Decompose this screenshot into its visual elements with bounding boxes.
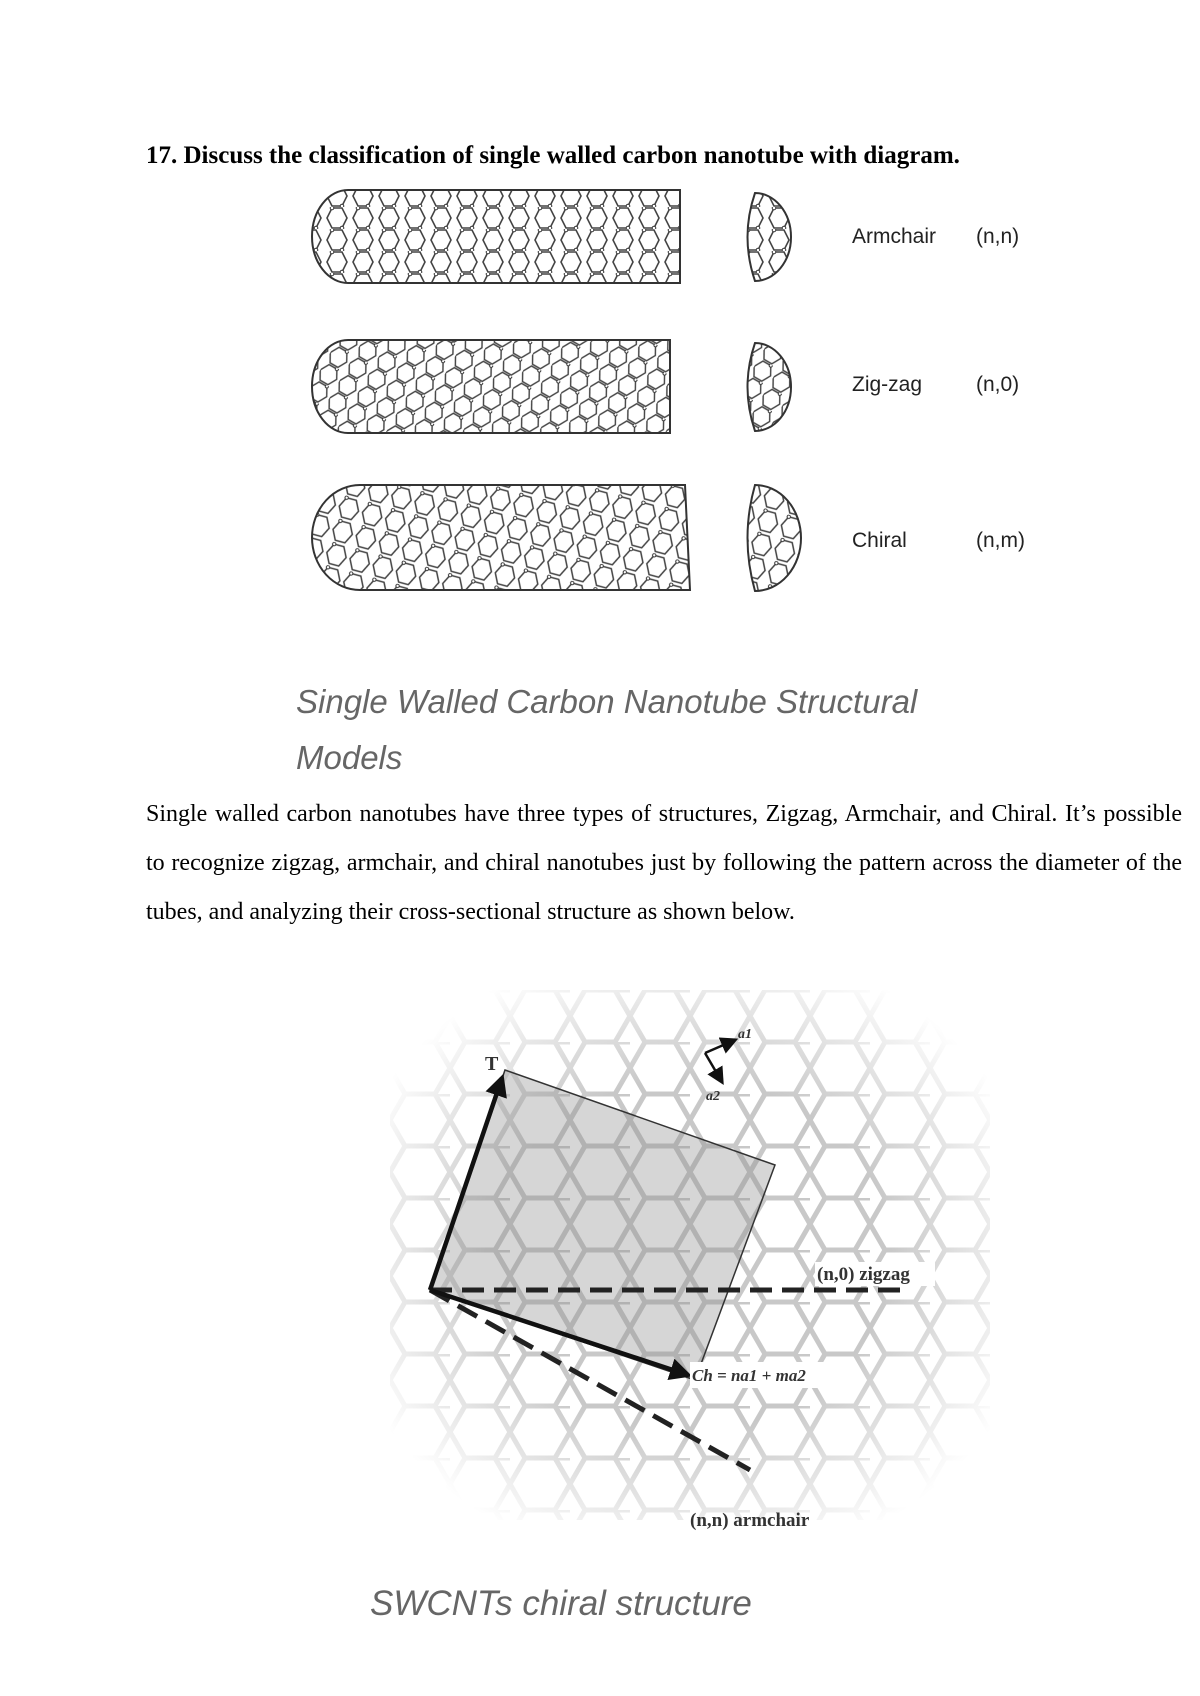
armchair-index-label: (n,n)	[976, 225, 1020, 248]
nanotube-models-figure	[300, 185, 1060, 635]
figure1-caption	[296, 674, 996, 786]
a2-label: a2	[706, 1089, 720, 1104]
figure1-caption-line2: Models	[296, 739, 403, 776]
ch-label: Ch = na1 + ma2	[692, 1366, 806, 1385]
chiral-type-label: Chiral	[852, 529, 907, 552]
armchair-label: (n,n) armchair	[690, 1510, 810, 1531]
armchair-tube	[312, 190, 791, 283]
zigzag-index-label: (n,0)	[976, 373, 1020, 396]
body-paragraph: Single walled carbon nanotubes have three types of structures, Zigzag, Armchair, and Chiral. It’s possible to recognize zigzag, armchair, and chiral nanotubes just by following the pattern across the diameter of the tubes, and analyzing their cross-sectional structure as shown below.	[146, 801, 1182, 925]
chiral-tube	[312, 485, 801, 591]
question-heading: 17. Discuss the classification of single walled carbon nanotube with diagram.	[146, 142, 960, 169]
zigzag-tube	[312, 340, 791, 433]
armchair-type-label: Armchair	[852, 225, 937, 248]
chiral-structure-figure	[390, 990, 990, 1550]
zigzag-label: (n,0) zigzag	[817, 1264, 910, 1285]
figure2-caption: SWCNTs chiral structure	[370, 1584, 752, 1623]
t-label: T	[485, 1053, 499, 1075]
figure1-caption-line1: Single Walled Carbon Nanotube Structural	[296, 683, 918, 720]
a1-label: a1	[738, 1027, 752, 1042]
chiral-index-label: (n,m)	[976, 529, 1025, 552]
zigzag-type-label: Zig-zag	[852, 373, 923, 396]
